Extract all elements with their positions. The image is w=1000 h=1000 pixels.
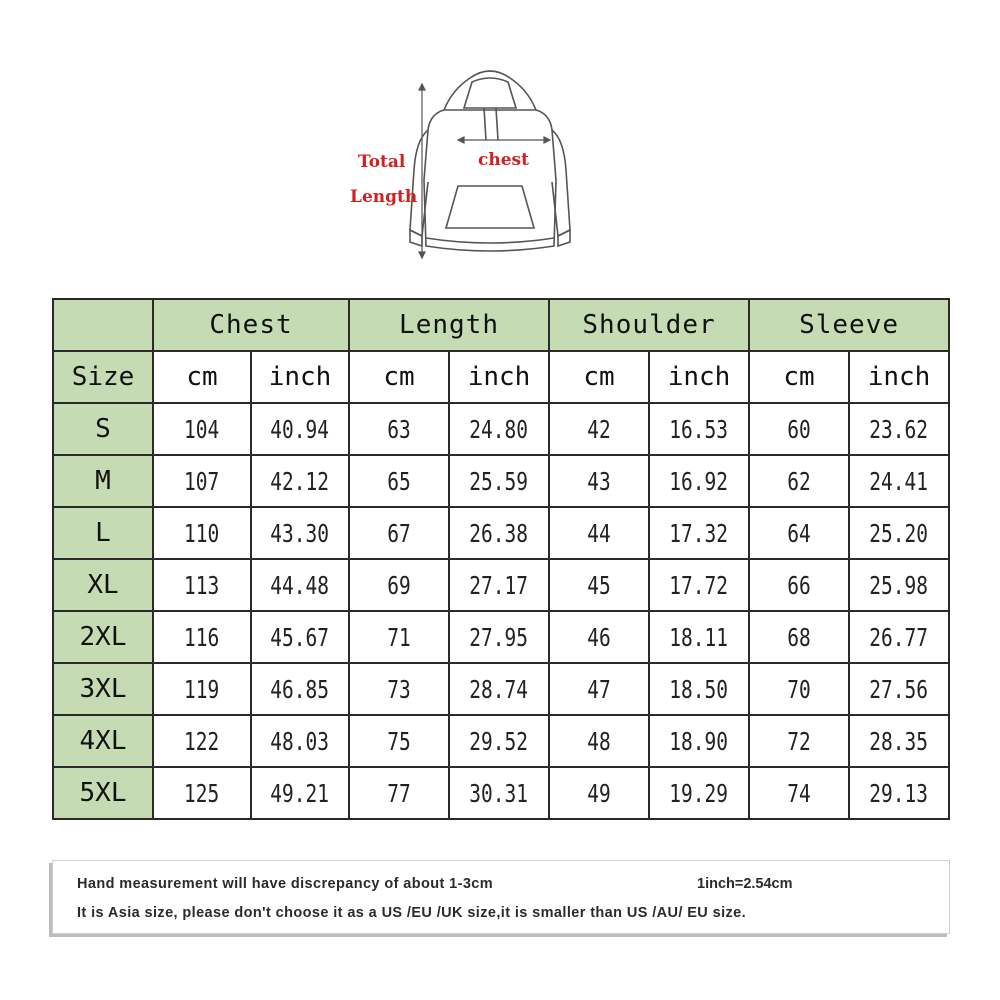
value-cell [349, 507, 449, 559]
size-label-cell: M [53, 455, 153, 507]
value-text: 73 [387, 674, 411, 704]
unit-header: inch [649, 351, 749, 403]
value-cell [349, 559, 449, 611]
value-cell [549, 715, 649, 767]
value-text: 116 [184, 622, 220, 652]
value-text: 70 [787, 674, 811, 704]
value-cell [549, 611, 649, 663]
value-text: 16.53 [669, 414, 729, 444]
value-cell [749, 663, 849, 715]
total-length-label-line1: Total [358, 152, 406, 172]
measurement-note-box [52, 860, 950, 934]
value-cell [549, 663, 649, 715]
value-text: 25.98 [869, 570, 929, 600]
value-text: 27.95 [469, 622, 529, 652]
value-cell [749, 559, 849, 611]
value-cell [649, 715, 749, 767]
value-text: 25.59 [469, 466, 529, 496]
value-text: 48.03 [270, 726, 330, 756]
value-cell [449, 663, 549, 715]
value-text: 72 [787, 726, 811, 756]
value-text: 66 [787, 570, 811, 600]
value-cell [849, 507, 949, 559]
table-row [53, 767, 949, 819]
size-label-cell: L [53, 507, 153, 559]
size-chart-table [52, 298, 950, 820]
value-text: 77 [387, 778, 411, 808]
table-row [53, 403, 949, 455]
value-text: 42 [587, 414, 611, 444]
chest-label: chest [478, 150, 529, 170]
unit-header: cm [153, 351, 251, 403]
value-cell [849, 403, 949, 455]
value-cell [849, 715, 949, 767]
value-cell [449, 559, 549, 611]
note-line-1: Hand measurement will have discrepancy of about 1-3cm [77, 876, 494, 892]
value-cell [153, 611, 251, 663]
corner-cell [53, 299, 153, 351]
value-cell [749, 715, 849, 767]
size-label-cell: 3XL [53, 663, 153, 715]
value-text: 43 [587, 466, 611, 496]
value-cell [849, 455, 949, 507]
value-cell [549, 767, 649, 819]
value-text: 29.52 [469, 726, 529, 756]
value-cell [449, 403, 549, 455]
value-text: 74 [787, 778, 811, 808]
value-cell [649, 767, 749, 819]
value-cell [349, 767, 449, 819]
value-text: 46.85 [270, 674, 330, 704]
value-text: 29.13 [869, 778, 929, 808]
table-row [53, 611, 949, 663]
value-cell [251, 559, 349, 611]
value-text: 45 [587, 570, 611, 600]
value-text: 26.77 [869, 622, 929, 652]
value-cell [649, 455, 749, 507]
value-cell [349, 715, 449, 767]
value-cell [153, 715, 251, 767]
size-label-cell: 2XL [53, 611, 153, 663]
value-text: 42.12 [270, 466, 330, 496]
value-cell [153, 767, 251, 819]
value-text: 107 [184, 466, 220, 496]
value-cell [449, 507, 549, 559]
value-text: 68 [787, 622, 811, 652]
value-cell [251, 403, 349, 455]
value-cell [251, 767, 349, 819]
value-text: 40.94 [270, 414, 330, 444]
size-header: Size [53, 351, 153, 403]
hoodie-diagram [340, 60, 640, 270]
value-cell [849, 559, 949, 611]
value-text: 44 [587, 518, 611, 548]
value-text: 16.92 [669, 466, 729, 496]
value-text: 69 [387, 570, 411, 600]
value-cell [153, 455, 251, 507]
value-cell [449, 715, 549, 767]
value-cell [549, 403, 649, 455]
value-cell [549, 507, 649, 559]
value-cell [549, 559, 649, 611]
value-cell [251, 455, 349, 507]
value-cell [749, 611, 849, 663]
value-text: 75 [387, 726, 411, 756]
value-cell [449, 455, 549, 507]
group-header-shoulder: Shoulder [549, 299, 749, 351]
unit-header-row [53, 351, 949, 403]
unit-header: cm [349, 351, 449, 403]
value-cell [349, 403, 449, 455]
value-text: 104 [184, 414, 220, 444]
value-cell [549, 455, 649, 507]
value-cell [251, 715, 349, 767]
value-cell [849, 611, 949, 663]
value-text: 49.21 [270, 778, 330, 808]
value-text: 28.74 [469, 674, 529, 704]
value-text: 62 [787, 466, 811, 496]
table-row [53, 559, 949, 611]
value-text: 43.30 [270, 518, 330, 548]
value-text: 71 [387, 622, 411, 652]
unit-header: cm [549, 351, 649, 403]
unit-header: inch [849, 351, 949, 403]
value-text: 46 [587, 622, 611, 652]
note-line-2: It is Asia size, please don't choose it as a US /EU /UK size,it is smaller than US /AU/ EU size. [77, 905, 747, 921]
value-cell [349, 663, 449, 715]
value-text: 17.32 [669, 518, 729, 548]
value-cell [749, 507, 849, 559]
group-header-chest: Chest [153, 299, 349, 351]
value-cell [649, 559, 749, 611]
group-header-length: Length [349, 299, 549, 351]
value-text: 26.38 [469, 518, 529, 548]
value-cell [153, 663, 251, 715]
value-text: 48 [587, 726, 611, 756]
size-label-cell: XL [53, 559, 153, 611]
value-text: 119 [184, 674, 220, 704]
value-text: 30.31 [469, 778, 529, 808]
value-text: 18.50 [669, 674, 729, 704]
value-text: 44.48 [270, 570, 330, 600]
value-text: 113 [184, 570, 220, 600]
value-text: 17.72 [669, 570, 729, 600]
table-row [53, 715, 949, 767]
value-text: 28.35 [869, 726, 929, 756]
value-cell [251, 507, 349, 559]
value-cell [849, 663, 949, 715]
value-cell [251, 611, 349, 663]
value-text: 49 [587, 778, 611, 808]
unit-header: inch [251, 351, 349, 403]
value-text: 60 [787, 414, 811, 444]
value-cell [649, 507, 749, 559]
value-text: 110 [184, 518, 220, 548]
value-cell [349, 611, 449, 663]
group-header-sleeve: Sleeve [749, 299, 949, 351]
value-cell [153, 403, 251, 455]
table-row [53, 507, 949, 559]
group-header-row [53, 299, 949, 351]
table-row [53, 455, 949, 507]
value-text: 25.20 [869, 518, 929, 548]
size-label-cell: 4XL [53, 715, 153, 767]
value-cell [649, 611, 749, 663]
conversion-note: 1inch=2.54cm [697, 876, 793, 892]
value-cell [749, 403, 849, 455]
value-cell [649, 403, 749, 455]
value-text: 18.90 [669, 726, 729, 756]
table-row [53, 663, 949, 715]
value-cell [153, 559, 251, 611]
total-length-label-line2: Length [350, 187, 418, 207]
value-cell [153, 507, 251, 559]
value-text: 64 [787, 518, 811, 548]
value-text: 45.67 [270, 622, 330, 652]
value-cell [449, 767, 549, 819]
value-text: 27.17 [469, 570, 529, 600]
value-cell [749, 455, 849, 507]
value-text: 18.11 [669, 622, 729, 652]
value-text: 27.56 [869, 674, 929, 704]
value-cell [349, 455, 449, 507]
value-text: 24.80 [469, 414, 529, 444]
value-text: 19.29 [669, 778, 729, 808]
value-cell [749, 767, 849, 819]
size-label-cell: S [53, 403, 153, 455]
value-text: 65 [387, 466, 411, 496]
value-text: 47 [587, 674, 611, 704]
value-text: 122 [184, 726, 220, 756]
size-label-cell: 5XL [53, 767, 153, 819]
value-text: 23.62 [869, 414, 929, 444]
value-cell [849, 767, 949, 819]
value-text: 63 [387, 414, 411, 444]
value-cell [251, 663, 349, 715]
value-text: 125 [184, 778, 220, 808]
value-text: 24.41 [869, 466, 929, 496]
value-cell [649, 663, 749, 715]
value-text: 67 [387, 518, 411, 548]
value-cell [449, 611, 549, 663]
unit-header: inch [449, 351, 549, 403]
unit-header: cm [749, 351, 849, 403]
